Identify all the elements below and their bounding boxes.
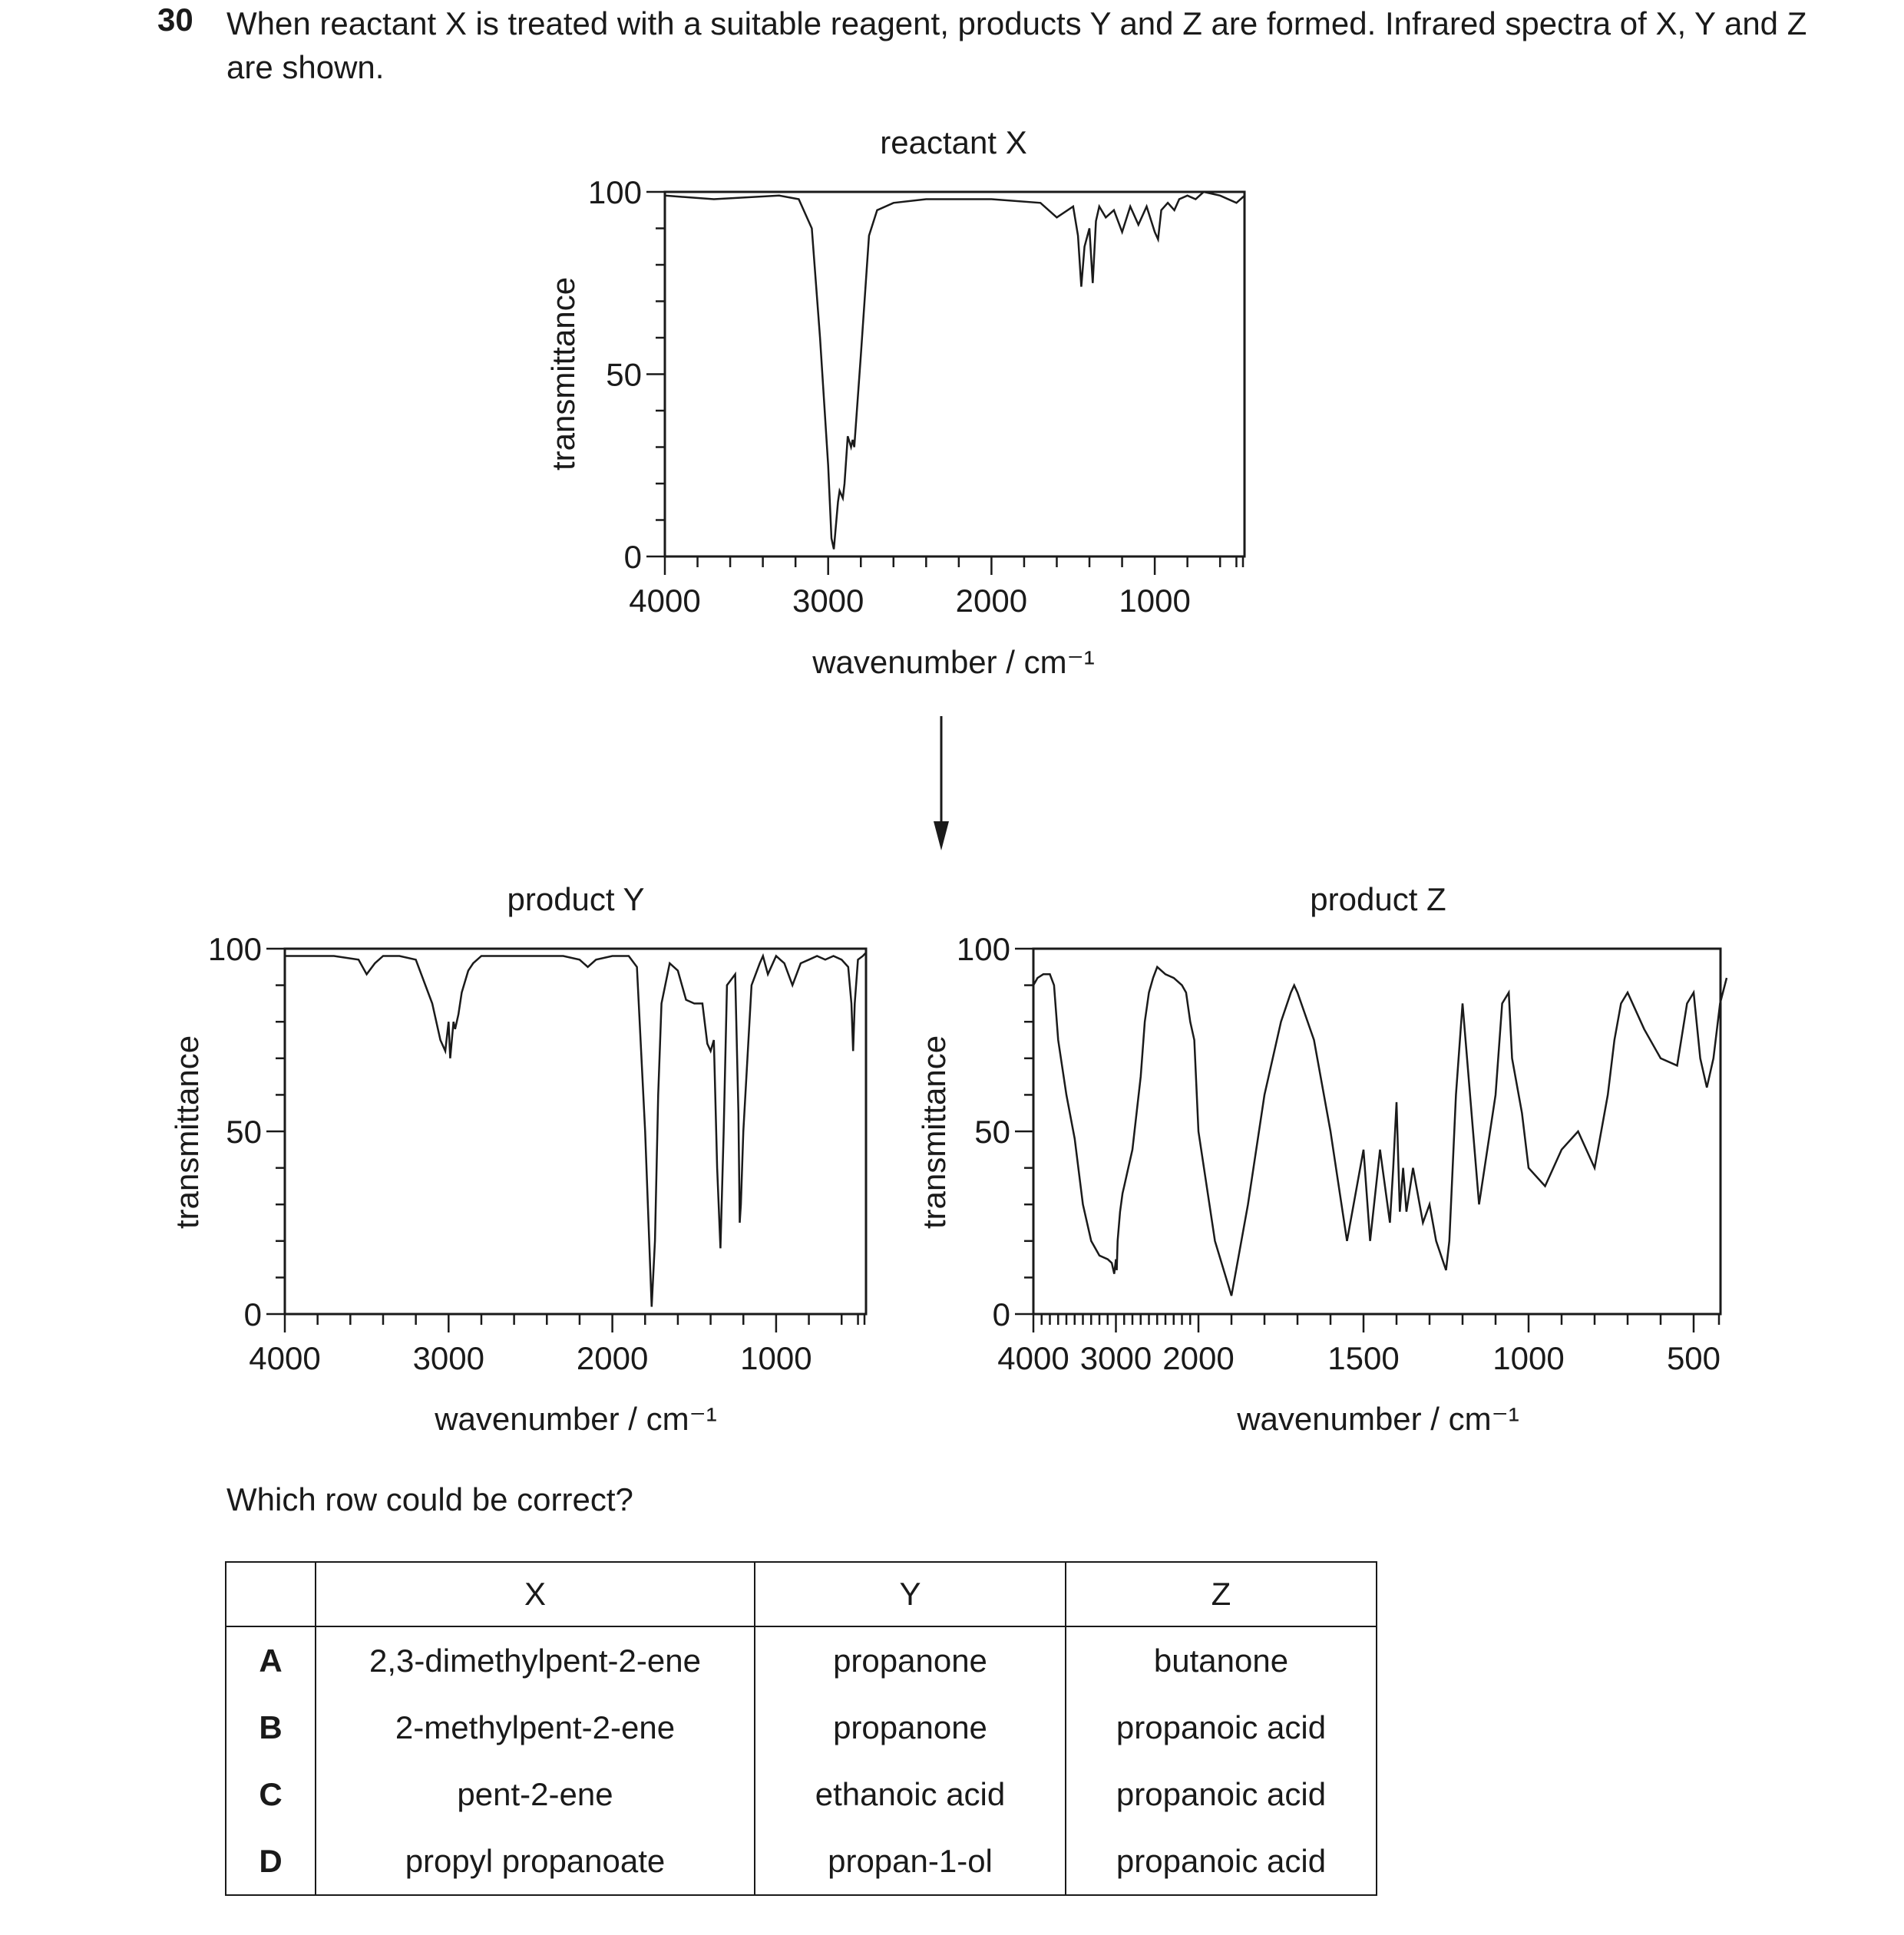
- option-letter: D: [226, 1828, 316, 1895]
- option-x: 2-methylpent-2-ene: [316, 1694, 755, 1761]
- chart-title: reactant X: [880, 124, 1027, 160]
- option-y: propan-1-ol: [755, 1828, 1066, 1895]
- spectrum-reactant-x: [545, 124, 1245, 680]
- x-tick-label: 3000: [1079, 1340, 1152, 1376]
- reaction-arrow: [934, 716, 949, 850]
- x-tick-label: 1000: [1119, 583, 1191, 619]
- question-number: 30: [157, 2, 193, 38]
- y-tick-label: 50: [974, 1114, 1010, 1150]
- x-tick-label: 4000: [629, 583, 701, 619]
- chart-title: product Z: [1310, 881, 1446, 917]
- y-tick-label: 100: [956, 931, 1010, 967]
- option-z: butanone: [1066, 1626, 1377, 1694]
- option-z: propanoic acid: [1066, 1828, 1377, 1895]
- spectrum-product-y: [169, 881, 866, 1437]
- options-table: [225, 1561, 1377, 1896]
- option-row[interactable]: [226, 1694, 1377, 1761]
- y-tick-label: 0: [623, 539, 642, 575]
- x-tick-label: 2000: [576, 1340, 649, 1376]
- y-tick-label: 50: [226, 1114, 262, 1150]
- option-letter: B: [226, 1694, 316, 1761]
- header-cell: Z: [1066, 1562, 1377, 1626]
- option-z: propanoic acid: [1066, 1761, 1377, 1828]
- option-z: propanoic acid: [1066, 1694, 1377, 1761]
- x-tick-label: 3000: [792, 583, 864, 619]
- x-axis-ticks: [629, 556, 1243, 619]
- x-tick-label: 4000: [249, 1340, 321, 1376]
- option-y: propanone: [755, 1694, 1066, 1761]
- plot-frame: [1033, 949, 1721, 1314]
- follow-up-question: Which row could be correct?: [226, 1481, 633, 1517]
- x-tick-label: 2000: [1162, 1340, 1235, 1376]
- spectrum-line: [665, 192, 1245, 550]
- option-y: propanone: [755, 1626, 1066, 1694]
- x-axis-label: wavenumber / cm⁻¹: [1237, 1401, 1519, 1437]
- x-axis-label: wavenumber / cm⁻¹: [435, 1401, 717, 1437]
- option-letter: A: [226, 1626, 316, 1694]
- option-letter: C: [226, 1761, 316, 1828]
- plot-frame: [285, 949, 866, 1314]
- option-x: 2,3-dimethylpent-2-ene: [316, 1626, 755, 1694]
- x-axis-label: wavenumber / cm⁻¹: [812, 644, 1095, 680]
- y-tick-label: 100: [587, 174, 642, 210]
- y-tick-label: 0: [992, 1296, 1010, 1332]
- y-axis-ticks: [588, 174, 665, 575]
- option-y: ethanoic acid: [755, 1761, 1066, 1828]
- plot-frame: [665, 192, 1245, 556]
- chart-title: product Y: [507, 881, 645, 917]
- option-row[interactable]: [226, 1626, 1377, 1694]
- header-cell: X: [316, 1562, 755, 1626]
- y-tick-label: 100: [207, 931, 262, 967]
- header-cell: [226, 1562, 316, 1626]
- options-header-row: [226, 1562, 1377, 1626]
- x-tick-label: 1500: [1327, 1340, 1400, 1376]
- option-x: propyl propanoate: [316, 1828, 755, 1895]
- y-axis-label: transmittance: [169, 1035, 205, 1230]
- spectrum-line: [1033, 967, 1727, 1296]
- y-axis-ticks: [208, 931, 285, 1332]
- y-tick-label: 50: [606, 356, 642, 393]
- y-axis-ticks: [957, 931, 1033, 1332]
- x-axis-ticks: [997, 1314, 1721, 1376]
- x-axis-ticks: [249, 1314, 864, 1376]
- y-tick-label: 0: [243, 1296, 262, 1332]
- x-tick-label: 4000: [997, 1340, 1069, 1376]
- spectrum-product-z: [916, 881, 1727, 1437]
- question-text: When reactant X is treated with a suitable reagent, products Y and Z are formed. Infrared spectra of X, Y and Z are shown.: [226, 5, 1807, 85]
- x-tick-label: 3000: [412, 1340, 485, 1376]
- x-tick-label: 1000: [1492, 1340, 1565, 1376]
- spectrum-line: [285, 953, 866, 1307]
- x-tick-label: 500: [1666, 1340, 1721, 1376]
- option-row[interactable]: [226, 1761, 1377, 1828]
- x-tick-label: 2000: [955, 583, 1028, 619]
- option-row[interactable]: [226, 1828, 1377, 1895]
- y-axis-label: transmittance: [545, 276, 581, 471]
- option-x: pent-2-ene: [316, 1761, 755, 1828]
- y-axis-label: transmittance: [916, 1035, 952, 1230]
- header-cell: Y: [755, 1562, 1066, 1626]
- x-tick-label: 1000: [740, 1340, 812, 1376]
